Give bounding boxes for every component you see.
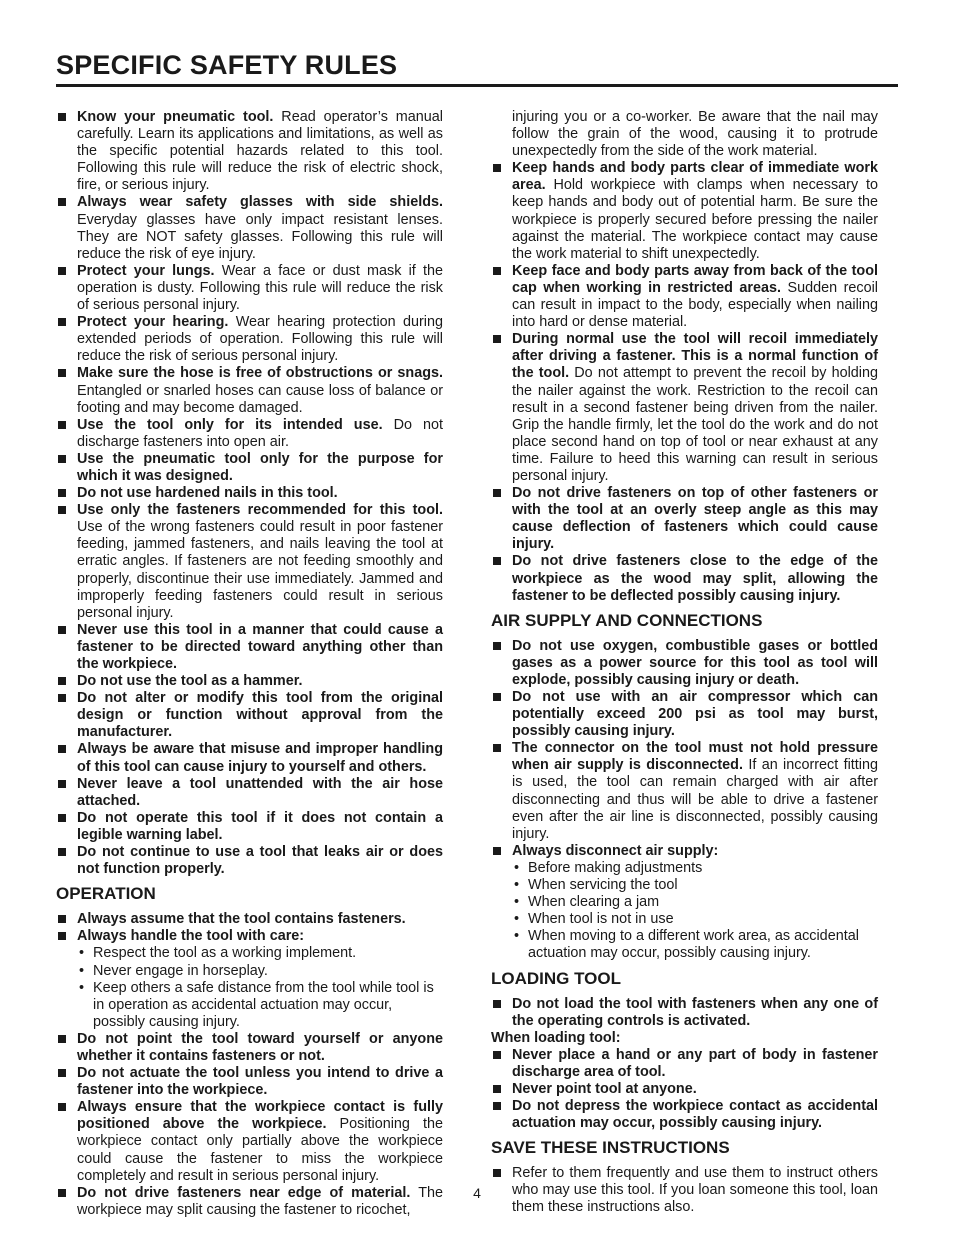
loading-list-continued (491, 1047, 878, 1132)
item-lead: Never leave a tool unattended with the air hose attached. (77, 775, 443, 809)
item-lead: Use only the fasteners recommended for this tool. (77, 502, 443, 519)
right-column (491, 109, 878, 1217)
list-item (491, 263, 878, 331)
loading-list (491, 996, 878, 1030)
item-lead: Protect your hearing. (77, 314, 229, 331)
sub-item: • When clearing a jam (491, 894, 878, 911)
general-rules-list (56, 109, 443, 878)
list-item (491, 638, 878, 689)
list-item (56, 314, 443, 365)
item-text: Sudden recoil can result in impact to the body, especially when nailing into hard or dense material. (512, 279, 878, 331)
list-item (491, 740, 878, 843)
list-item (56, 690, 443, 741)
loading-heading: LOADING TOOL (491, 968, 622, 988)
list-item (56, 622, 443, 673)
operation-heading: OPERATION (56, 884, 156, 904)
item-text: Do not discharge fasteners into open air. (77, 416, 443, 450)
item-lead: Keep hands and body parts clear of immediate work area. (512, 160, 878, 194)
item-lead: Do not drive fasteners close to the edge of the workpiece as the wood may split, allowing the fastener to be deflected possibly causing injury. (512, 553, 878, 604)
when-loading-label: When loading tool: (491, 1029, 621, 1046)
item-lead: Make sure the hose is free of obstructions or snags. (77, 365, 443, 382)
item-lead: Keep face and body parts away from back of the tool cap when working in restricted areas. (512, 262, 878, 296)
item-text: Wear hearing protection during extended periods of operation. Following this rule will reduce the risk of serious personal injury. (77, 314, 443, 365)
item-lead: Never place a hand or any part of body in fastener discharge area of tool. (512, 1046, 878, 1080)
item-lead: Do not use hardened nails in this tool. (77, 485, 338, 502)
item-text: If an incorrect fitting is used, the tool can remain charged with air after disconnecting and thus will be able to drive a fastener even after the air line is disconnected, possibly causing injury. (512, 757, 878, 842)
list-item (56, 502, 443, 622)
item-lead: During normal use the tool will recoil immediately after driving a fastener. This is a normal function of the tool. (512, 331, 878, 382)
list-item (56, 1031, 443, 1065)
item-lead: Always be aware that misuse and improper handling of this tool can cause injury to yourself and others. (77, 741, 443, 775)
list-item (56, 741, 443, 775)
left-column (56, 109, 443, 1219)
sub-item: • Keep others a safe distance from the tool while tool is in operation as accidental actuation may occur, possibly causing injury. (56, 980, 443, 1031)
sub-item: • When tool is not in use (491, 911, 878, 928)
list-item (56, 365, 443, 416)
right-rules-list (491, 160, 878, 604)
item-text: Refer to them frequently and use them to instruct others who may use this tool. If you loan someone this tool, loan them these instructions also. (512, 1165, 878, 1216)
list-item (491, 996, 878, 1030)
list-item (56, 1099, 443, 1184)
sub-item: • Never engage in horseplay. (56, 963, 443, 980)
item-text: The workpiece may split causing the fastener to ricochet, (77, 1184, 443, 1218)
item-lead: Do not use the tool as a hammer. (77, 673, 303, 690)
list-item (56, 911, 443, 928)
item-lead: Protect your lungs. (77, 262, 215, 279)
list-item (56, 417, 443, 451)
item-text: Read operator’s manual carefully. Learn its applications and limitations, as well as the specific potential hazards related to this tool. Following this rule will reduce the risk of electric shock, fire, or serious injury. (77, 109, 443, 194)
item-lead: Do not operate this tool if it does not contain a legible warning label. (77, 809, 443, 843)
item-text: Do not attempt to prevent the recoil by holding the nailer against the work. Restriction to the recoil can result in a second fastener being driven from the nailer. Grip the handle firmly, let the tool do the work and do not place second hand on top of tool or near exhaust at any time. Failure to heed this warning can result in serious personal injury. (512, 365, 878, 484)
item-text: Use of the wrong fasteners could result in poor fastener feeding, jammed fasteners, and nails leaving the tool at erratic angles. If fasteners are not feeding smoothly and properly, discontinue their use immediately. Jammed and improperly feeding fasteners could result in serious personal injury. (77, 519, 443, 621)
sub-item: • Respect the tool as a working implement. (56, 945, 443, 962)
item-text: Positioning the workpiece contact only partially above the workpiece could cause the fastener to miss the workpiece completely and result in serious personal injury. (77, 1116, 443, 1184)
item-lead: Do not drive fasteners near edge of material. (77, 1184, 411, 1201)
item-text: Entangled or snarled hoses can cause loss of balance or footing and may become damaged. (77, 382, 443, 416)
item-lead: Never point tool at anyone. (512, 1080, 697, 1097)
item-lead: Do not use with an air compressor which can potentially exceed 200 psi as tool may burst, possibly causing injury. (512, 689, 878, 740)
item-lead: Always ensure that the workpiece contact is fully positioned above the workpiece. (77, 1099, 443, 1133)
item-lead: Use the pneumatic tool only for the purpose for which it was designed. (77, 450, 443, 484)
item-lead: Know your pneumatic tool. (77, 109, 274, 125)
air-supply-heading: AIR SUPPLY AND CONNECTIONS (491, 610, 763, 630)
continuation-text: injuring you or a co-worker. Be aware that the nail may follow the grain of the wood, causing it to protrude unexpectedly from the side of the work material. (512, 109, 878, 160)
item-lead: Do not use oxygen, combustible gases or bottled gases as a power source for this tool as tool will explode, possibly causing injury or death. (512, 637, 878, 688)
item-lead: Never use this tool in a manner that could cause a fastener to be directed toward anything other than the workpiece. (77, 621, 443, 672)
air-supply-list (491, 638, 878, 860)
list-item (56, 109, 443, 194)
list-item (56, 928, 443, 945)
list-item (491, 1047, 878, 1081)
sub-item: • When servicing the tool (491, 877, 878, 894)
title-rule (56, 84, 898, 87)
list-item (491, 553, 878, 604)
list-item (56, 263, 443, 314)
item-lead: Do not actuate the tool unless you intend to drive a fastener into the workpiece. (77, 1065, 443, 1099)
item-lead: Do not continue to use a tool that leaks air or does not function properly. (77, 844, 443, 878)
list-item (56, 844, 443, 878)
item-lead: Always handle the tool with care: (77, 928, 305, 945)
list-item (56, 776, 443, 810)
item-lead: Do not depress the workpiece contact as accidental actuation may occur, possibly causing injury. (512, 1098, 878, 1132)
item-text: Hold workpiece with clamps when necessary to keep hands and body out of potential harm. Be sure the workpiece is properly secured before pressing the nailer against the material. The workpiece contact may cause the work material to shift unexpectedly. (512, 177, 878, 262)
item-text: Wear a face or dust mask if the operation is dusty. Following this rule will reduce the risk of serious personal injury. (77, 262, 443, 314)
list-item (491, 843, 878, 860)
list-item (491, 160, 878, 263)
disconnect-sublist (491, 860, 878, 963)
list-item (56, 485, 443, 502)
list-item (491, 689, 878, 740)
item-lead: Do not drive fasteners on top of other fasteners or with the tool at an overly steep angle as this may cause deflection of fasteners which could cause injury. (512, 485, 878, 553)
list-item (491, 331, 878, 485)
item-lead: Always wear safety glasses with side shields. (77, 194, 443, 211)
item-lead: Always disconnect air supply: (512, 842, 719, 859)
list-item (56, 194, 443, 262)
item-lead: The connector on the tool must not hold pressure when air supply is disconnected. (512, 740, 878, 774)
list-item (491, 485, 878, 553)
page-title: SPECIFIC SAFETY RULES (56, 50, 398, 80)
care-sublist (56, 945, 443, 1030)
list-item (56, 673, 443, 690)
item-lead: Do not load the tool with fasteners when any one of the operating controls is activated. (512, 995, 878, 1029)
sub-item: • Before making adjustments (491, 860, 878, 877)
item-lead: Always assume that the tool contains fasteners. (77, 911, 406, 928)
sub-item: • When moving to a different work area, as accidental actuation may occur, possibly causing injury. (491, 928, 878, 962)
item-lead: Do not point the tool toward yourself or anyone whether it contains fasteners or not. (77, 1030, 443, 1064)
list-item (56, 1065, 443, 1099)
list-item (491, 1098, 878, 1132)
save-instructions-heading: SAVE THESE INSTRUCTIONS (491, 1138, 730, 1158)
list-item (56, 810, 443, 844)
operation-list (56, 911, 443, 945)
list-item (491, 1081, 878, 1098)
page-number: 4 (473, 1185, 481, 1201)
item-lead: Do not alter or modify this tool from the original design or function without approval from the manufacturer. (77, 690, 443, 741)
list-item (56, 451, 443, 485)
item-lead: Use the tool only for its intended use. (77, 416, 383, 433)
item-text: Everyday glasses have only impact resistant lenses. They are NOT safety glasses. Following this rule will reduce the risk of eye injury. (77, 211, 443, 262)
